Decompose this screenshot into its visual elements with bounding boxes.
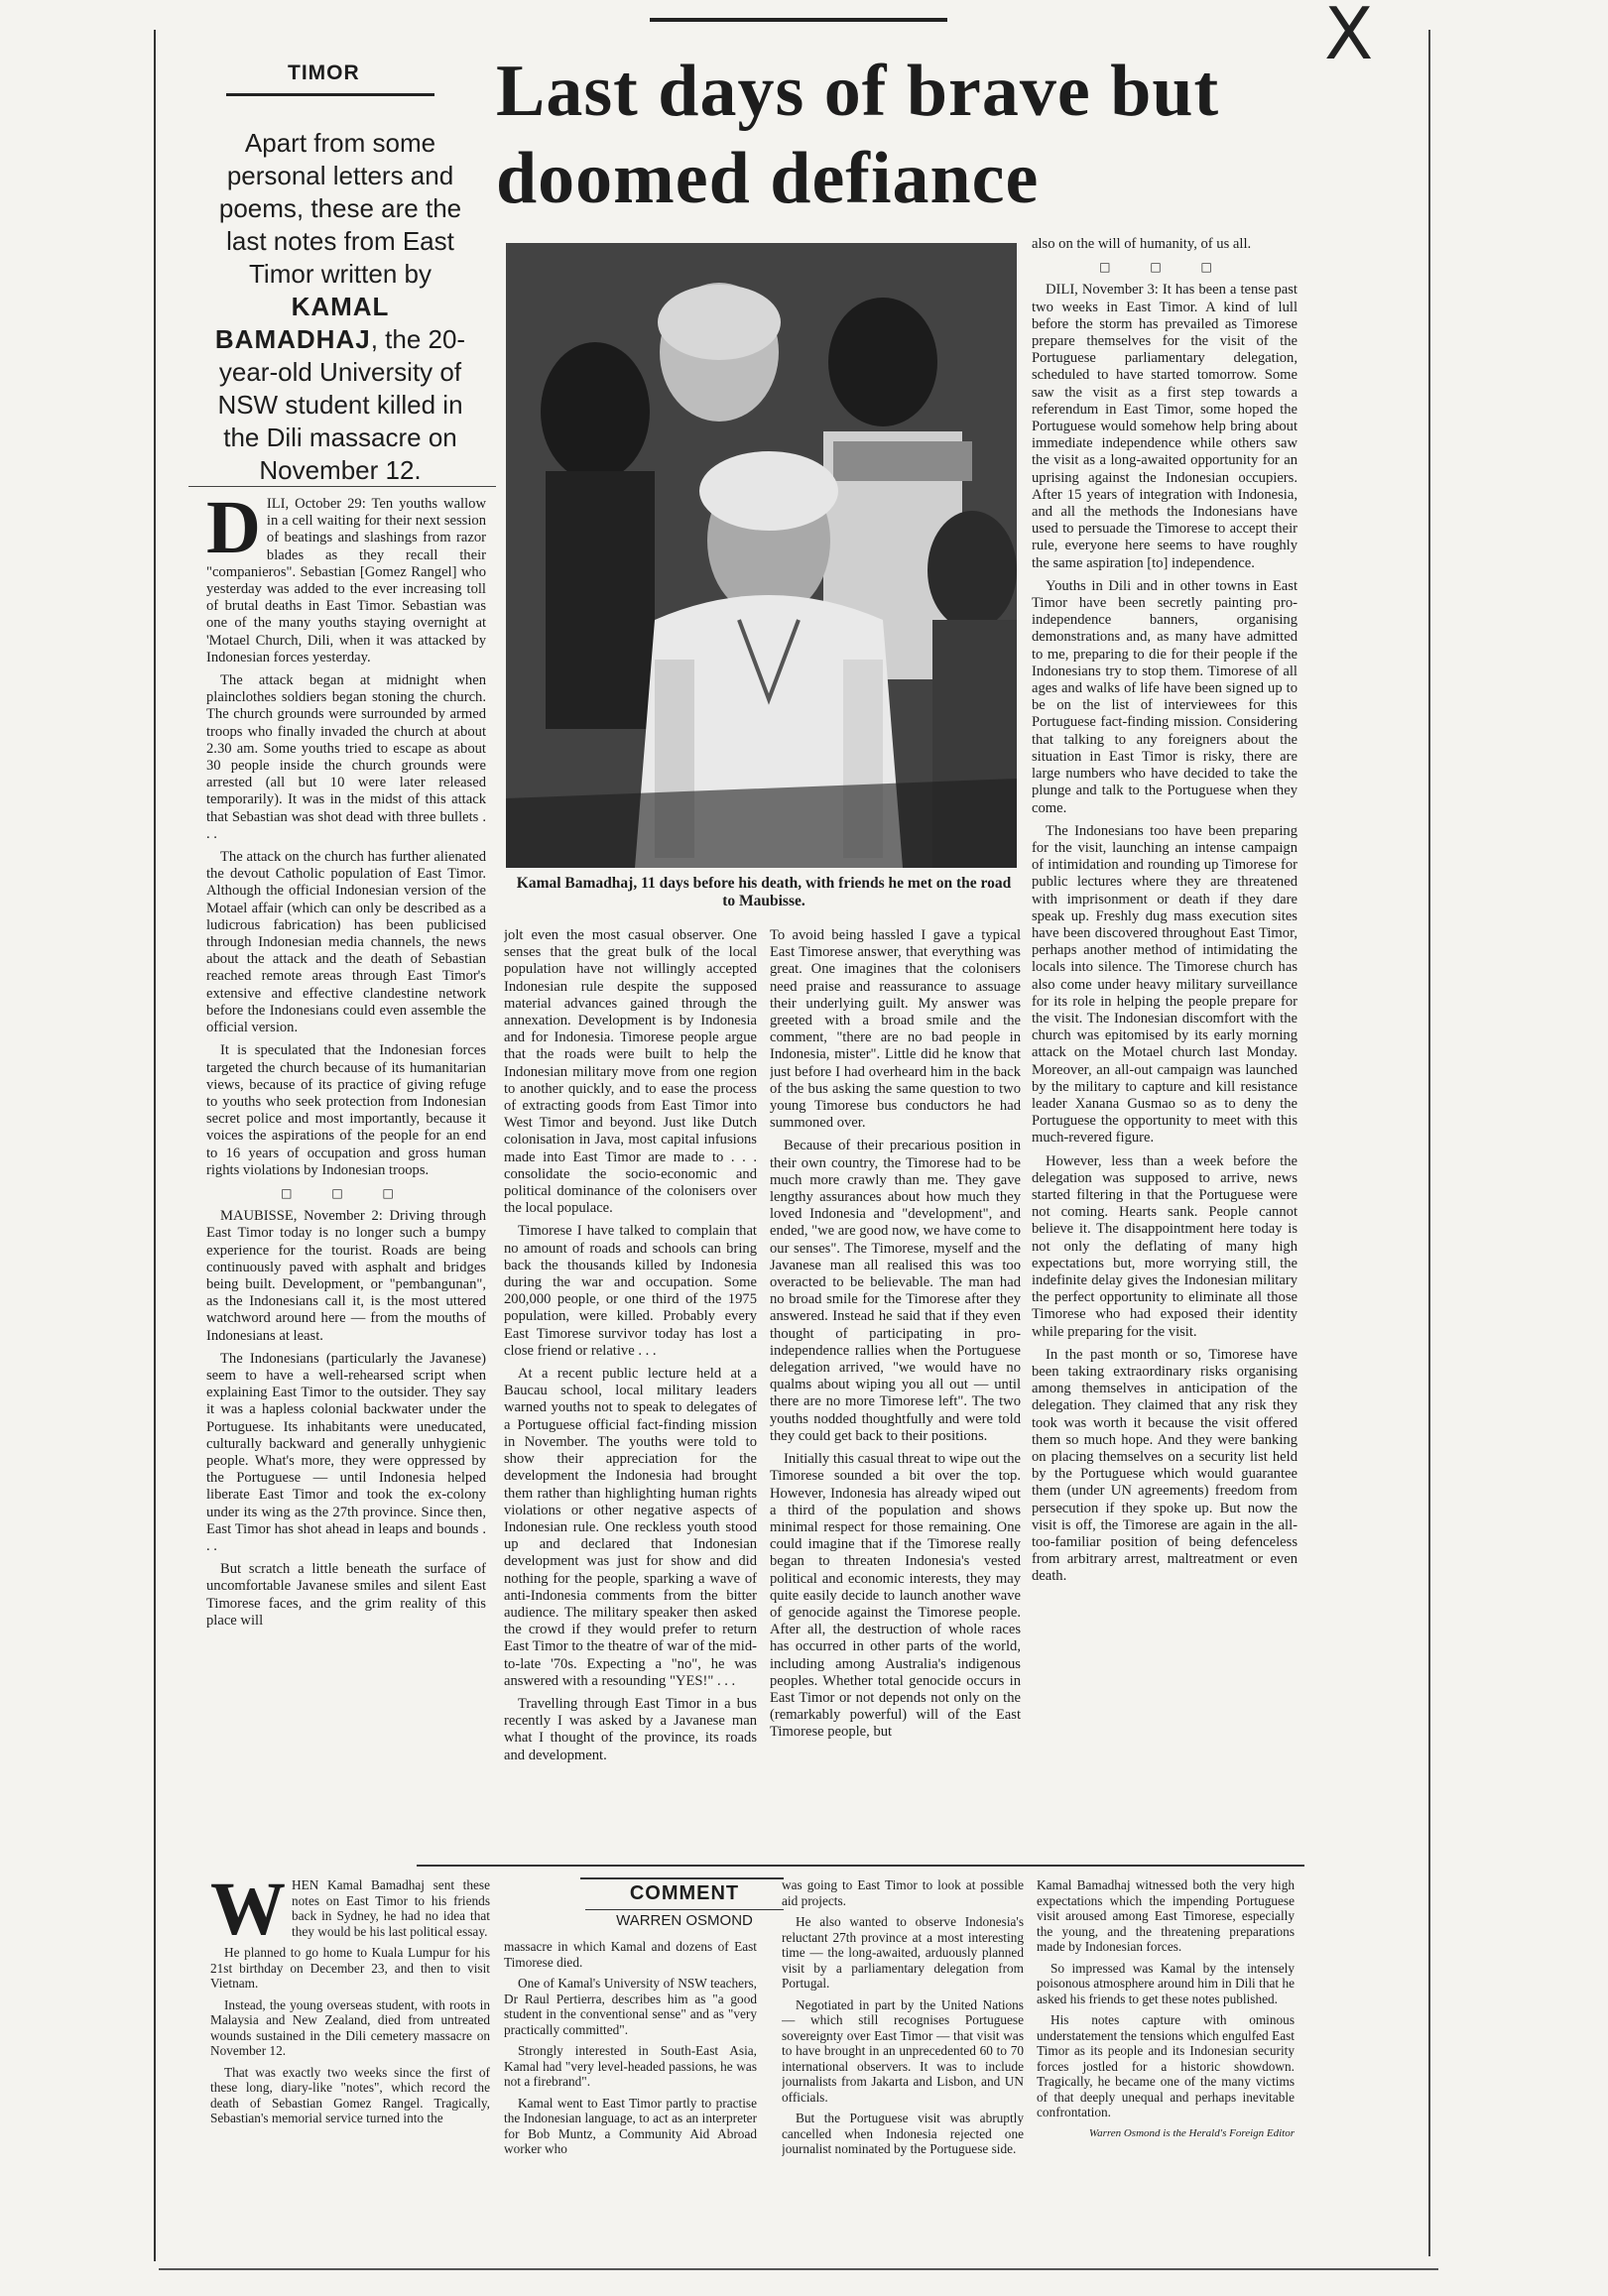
article-column-3: [770, 927, 1021, 1860]
comment-divider: [417, 1865, 1304, 1867]
article-para: Youths in Dili and in other towns in East Timor have been secretly painting pro-independence banners, organising demonstrations and, as many have admitted to me, preparing to die for their people if the Indonesians try to stop them. Timorese of all ages and walks of life have been signed up to be on the list of interviewees for this Portuguese fact-finding mission. Considering that talking to any foreigners about the situation in East Timor is risky, there are large numbers who have decided to take the plunge and talk to the Portuguese when they come.: [1032, 577, 1298, 816]
comment-para: massacre in which Kamal and dozens of East Timorese died.: [504, 1939, 757, 1970]
comment-para: That was exactly two weeks since the first of these long, diary-like "notes", which record the death of Sebastian Gomez Rangel. Tragically, Sebastian's memorial service turned into the: [210, 2064, 490, 2125]
standfirst-rule: [188, 486, 496, 487]
article-para: also on the will of humanity, of us all.: [1032, 236, 1252, 252]
comment-column-2: [504, 1939, 757, 2261]
comment-para: One of Kamal's University of NSW teachers, Dr Raul Pertierra, describes him as "a good student in the conventional sense" and as "very practically committed".: [504, 1976, 757, 2037]
standfirst-intro: Apart from some personal letters and poems, these are the last notes from East Timor written by: [218, 128, 462, 289]
standfirst-outro: , the 20-year-old University of NSW student killed in the Dili massacre on November 12.: [217, 324, 466, 485]
article-para: Initially this casual threat to wipe out the Timorese sounded a bit over the top. However, Indonesia has already wiped out a third of the population and shows minimal respect for those remaining. One could imagine that if the Timorese really began to threaten Indonesia's vested political and economic interests, they may quite easily decide to launch another wave of genocide against the Timorese people. After all, the destruction of whole races has occurred in other parts of the world, including among Australia's indigenous peoples. Whether total genocide occurs in East Timor or not depends not only on the (remarkably powerful) will of the East Timorese people, but: [770, 1451, 1021, 1741]
article-column-1: [206, 496, 486, 1845]
article-column-4: [1032, 236, 1298, 1863]
article-para: jolt even the most casual observer. One senses that the great bulk of the local population have not willingly accepted Indonesian rule despite the supposed material advances gained through the annexation. Development is by Indonesia and for Indonesia. Timorese people argue that the roads were built to help the Indonesian military move from one region to another quickly, and to ease the process of extracting goods from East Timor into West Timor and beyond. Just like Dutch colonisation in Java, most capital infusions made into East Timor are made to . . . consolidate the socio-economic and political dominance of the colonisers over the local populace.: [504, 927, 757, 1217]
article-para: Travelling through East Timor in a bus recently I was asked by a Javanese man what I thought of the province, its roads and development.: [504, 1695, 757, 1763]
comment-heading-rule: [580, 1877, 784, 1879]
comment-para: was going to East Timor to look at possible aid projects.: [782, 1877, 1024, 1908]
photo-caption: Kamal Bamadhaj, 11 days before his death, with friends he met on the road to Maubisse.: [516, 875, 1012, 909]
article-para: DILI, November 3: It has been a tense past two weeks in East Timor. A kind of lull before the storm has prevailed as Timorese prepare themselves for the visit of the Portuguese parliamentary delegation, scheduled to have started tomorrow. Some saw the visit as a first step towards a referendum in East Timor, some hoped the Portuguese would somehow help bring about immediate independence while others saw the visit as a long-awaited opportunity for an uprising against the Indonesian occupiers. After 15 years of integration with Indonesia, and all the methods the Indonesians have used to persuade the Timorese to accept their rule, everyone here seems to have roughly the same aspiration [to] independence.: [1032, 282, 1298, 571]
bottom-rule: [159, 2268, 1438, 2270]
handwritten-x-mark: X: [1324, 0, 1374, 75]
comment-para-text: HEN Kamal Bamadhaj sent these notes on East Timor to his friends back in Sydney, he had no idea that they would be his last political essay.: [292, 1877, 490, 1939]
article-para: The Indonesians too have been preparing for the visit, launching an intense campaign of intimidation and rounding up Timorese for public lectures where they are threatened with imprisonment or death if they dare speak up. Freshly dug mass execution sites have been discovered throughout East Timor, perhaps another method of intimidating the locals into silence. The Timorese church has also come under heavy military surveillance for its role in helping the people prepare for the visit. The Indonesian discomfort with the church was epitomised by its early morning attack on the Motael church last Monday. Moreover, an all-out campaign was launched by the military to capture and kill resistance leader Xanana Gusmao so as to deny the Portuguese the opportunity to meet with this much-revered figure.: [1032, 822, 1298, 1147]
clipping-edge-right: [1428, 30, 1430, 2256]
comment-para: He also wanted to observe Indonesia's reluctant 27th province at a most interesting time — the long-awaited, arduously planned visit by a parliamentary delegation from Portugal.: [782, 1914, 1024, 1991]
article-para: But scratch a little beneath the surface of uncomfortable Javanese smiles and silent East Timorese faces, and the grim reality of this place will: [206, 1561, 486, 1629]
article-para-text: ILI, October 29: Ten youths wallow in a cell waiting for their next session of beatings and slashings from razor blades as they recall their "companieros". Sebastian [Gomez Rangel] who yesterday was added to the ever increasing toll of brutal deaths in East Timor. Sebastian was one of the many youths staying overnight at 'Motael Church, Dili, when it was attacked by Indonesian forces yesterday.: [206, 496, 486, 665]
comment-para: Kamal Bamadhaj witnessed both the very high expectations which the impending Portuguese visit aroused among East Timorese, especially the young, and the threatening preparations made by Indonesian forces.: [1037, 1877, 1295, 1954]
headline: Last days of brave but doomed defiance: [496, 51, 1220, 219]
standfirst: [206, 127, 474, 487]
comment-heading: COMMENT: [629, 1882, 740, 1904]
article-para: However, less than a week before the delegation was supposed to arrive, news started filtering in that the Portuguese were not coming. Hearts sank. People cannot believe it. The disappointment here today is not only the deflating of many high expectations but, more worrying still, the indefinite delay gives the Indonesian military the perfect opportunity to eliminate all those Timorese who had exposed their identity while preparing for the visit.: [1032, 1152, 1298, 1340]
article-para: At a recent public lecture held at a Baucau school, local military leaders warned youths not to speak to delegates of a Portuguese official fact-finding mission in November. The youths were told to show their appreciation for the development the Indonesia had brought them rather than highlighting human rights violations or other negative aspects of Indonesian rule. One reckless youth stood up and declared that Indonesian development was just for show and did nothing for the people, sparking a wave of anti-Indonesia comments from the bitter audience. The military speaker then asked the crowd if they would prefer to return East Timor to the theatre of war of the mid-to-late '70s. Expecting a "no", he was answered with a resounding "YES!" . . .: [504, 1366, 757, 1689]
clipping-edge-left: [154, 30, 156, 2261]
drop-cap: D: [206, 496, 261, 569]
comment-byline: WARREN OSMOND: [585, 1909, 784, 1929]
drop-cap: W: [210, 1877, 286, 1951]
article-para: [206, 496, 486, 666]
article-para: Timorese I have talked to complain that no amount of roads and schools can bring back the thousands killed by Indonesia during the war and occupation. Some 200,000 people, or one third of the 1975 population, were killed. Probably every East Timorese survivor today has lost a close friend or relative . . .: [504, 1223, 757, 1359]
article-para: Because of their precarious position in their own country, the Timorese had to be much more crawly than me. They gave lengthy assurances about how much they loved Indonesia and "development", and ended, "we are good now, we have come to our senses". The Timorese, myself and the Javanese man all realised this was too overacted to be believable. The man had no broad smile for the Timorese after they answered. Instead he said that if they even thought of participating in pro-independence rallies when the Portuguese delegation arrived, "we would have no qualms about wiping you all out — until there are no more Timorese left". The two youths nodded thoughtfully and were told they could get back to their positions.: [770, 1138, 1021, 1444]
top-rule: [650, 18, 947, 22]
article-para: To avoid being hassled I gave a typical East Timorese answer, that everything was great. One imagines that the colonisers need praise and reassurance to assuage their underlying guilt. My answer was greeted with a broad smile and the comment, "there are no bad people in Indonesia, mister". Little did he know that just before I had overheard him in the back of the bus asking the same question to two young Timorese bus conductors he had summoned over.: [770, 927, 1021, 1132]
comment-para: [210, 1877, 490, 1951]
article-para: The attack began at midnight when plainclothes soldiers began stoning the church. The church grounds were surrounded by armed troops who finally invaded the church at about 2.30 am. Some youths tried to escape as about 30 people inside the church grounds were arrested (all but 10 were later released temporarily). It was in the midst of this attack that Sebastian was shot dead with three bullets . . .: [206, 672, 486, 842]
photo-kamal-bamadhaj: [506, 243, 1017, 868]
article-para: The attack on the church has further alienated the devout Catholic population of East Timor. Although the official Indonesian version of the Motael affair (which can only be described as a ludicrous fabrication) has been publicised through Indonesian media channels, the news about the attack and the death of Sebastian reached remote areas through East Timor's extensive and effective clandestine network before the Indonesians could even assemble the official version.: [206, 849, 486, 1036]
comment-para: So impressed was Kamal by the intensely poisonous atmosphere around him in Dili that he asked his friends to get these notes published.: [1037, 1960, 1295, 2006]
article-para: MAUBISSE, November 2: Driving through East Timor today is no longer such a bumpy experience for the tourist. Roads are being continuously paved with asphalt and bridges being built. Development, or "pembangunan", as the Indonesians call it, is the most uttered watchword around here — from the mouths of Indonesians at least.: [206, 1208, 486, 1344]
comment-para: But the Portuguese visit was abruptly cancelled when Indonesia rejected one journalist nominated by the Portuguese side.: [782, 2111, 1024, 2156]
author-credit: Warren Osmond is the Herald's Foreign Editor: [1088, 2126, 1295, 2139]
article-para: In the past month or so, Timorese have been taking extraordinary risks organising among themselves in anticipation of the delegation. They claimed that any risk they took was worth it because the visit offered them so much hope. And they were banking on placing themselves on a security list held by the Portuguese which would guarantee them (under UN agreements) freedom from persecution if they spoke up. But now the visit is off, the Timorese are again in the all-too-familiar position of being defenceless from arbitrary arrest, maltreatment or even death.: [1032, 1346, 1298, 1585]
kicker-rule: [226, 93, 434, 96]
comment-para: Negotiated in part by the United Nations — which still recognises Portuguese sovereignty over East Timor — that visit was to have brought in an unprecedented 60 to 70 international observers. It was to include journalists from Jakarta and Lisbon, and UN officials.: [782, 1996, 1024, 2105]
comment-para: He planned to go home to Kuala Lumpur for his 21st birthday on December 23, and then to visit Vietnam.: [210, 1945, 490, 1991]
section-separator: □ □ □: [281, 1185, 412, 1200]
comment-para: Strongly interested in South-East Asia, Kamal had "very level-headed passions, he was not a firebrand".: [504, 2043, 757, 2089]
comment-para: His notes capture with ominous understatement the tensions which engulfed East Timor as its people and its Indonesian security forces jostled for a historic showdown. Tragically, he became one of the many victims of that deeply unequal and perhaps inevitable confrontation.: [1037, 2012, 1295, 2119]
comment-column-3: [782, 1877, 1024, 2259]
comment-column-1: [210, 1877, 490, 2254]
article-para: It is speculated that the Indonesian forces targeted the church because of its humanitarian views, because of its practice of giving refuge to youths who seek protection from Indonesian secret police and most importantly, because it voices the aspirations of the people for an end to 16 years of occupation and gross human rights violations by Indonesian troops.: [206, 1042, 486, 1178]
comment-para: Instead, the young overseas student, with roots in Malaysia and New Zealand, died from untreated wounds sustained in the Dili cemetery massacre on November 12.: [210, 1996, 490, 2058]
author-name: KAMAL BAMADHAJ: [214, 292, 390, 354]
article-column-2: [504, 927, 757, 1860]
comment-column-4: [1037, 1877, 1295, 2259]
comment-para: Kamal went to East Timor partly to practise the Indonesian language, to act as an interpreter for Bob Muntz, a Community Aid Abroad worker who: [504, 2095, 757, 2156]
section-separator: □ □ □: [1099, 260, 1230, 275]
article-para: The Indonesians (particularly the Javanese) seem to have a well-rehearsed script when explaining East Timor to the outsider. They say it was a hapless colonial backwater under the Portuguese. Its inhabitants were uneducated, culturally backward and generally unhygienic people. What's more, they were oppressed by the Portuguese — until Indonesia helped liberate East Timor and took the ex-colony under its wing as the 27th province. Since then, East Timor has shot ahead in leaps and bounds . . .: [206, 1350, 486, 1554]
section-kicker: TIMOR: [288, 61, 360, 84]
